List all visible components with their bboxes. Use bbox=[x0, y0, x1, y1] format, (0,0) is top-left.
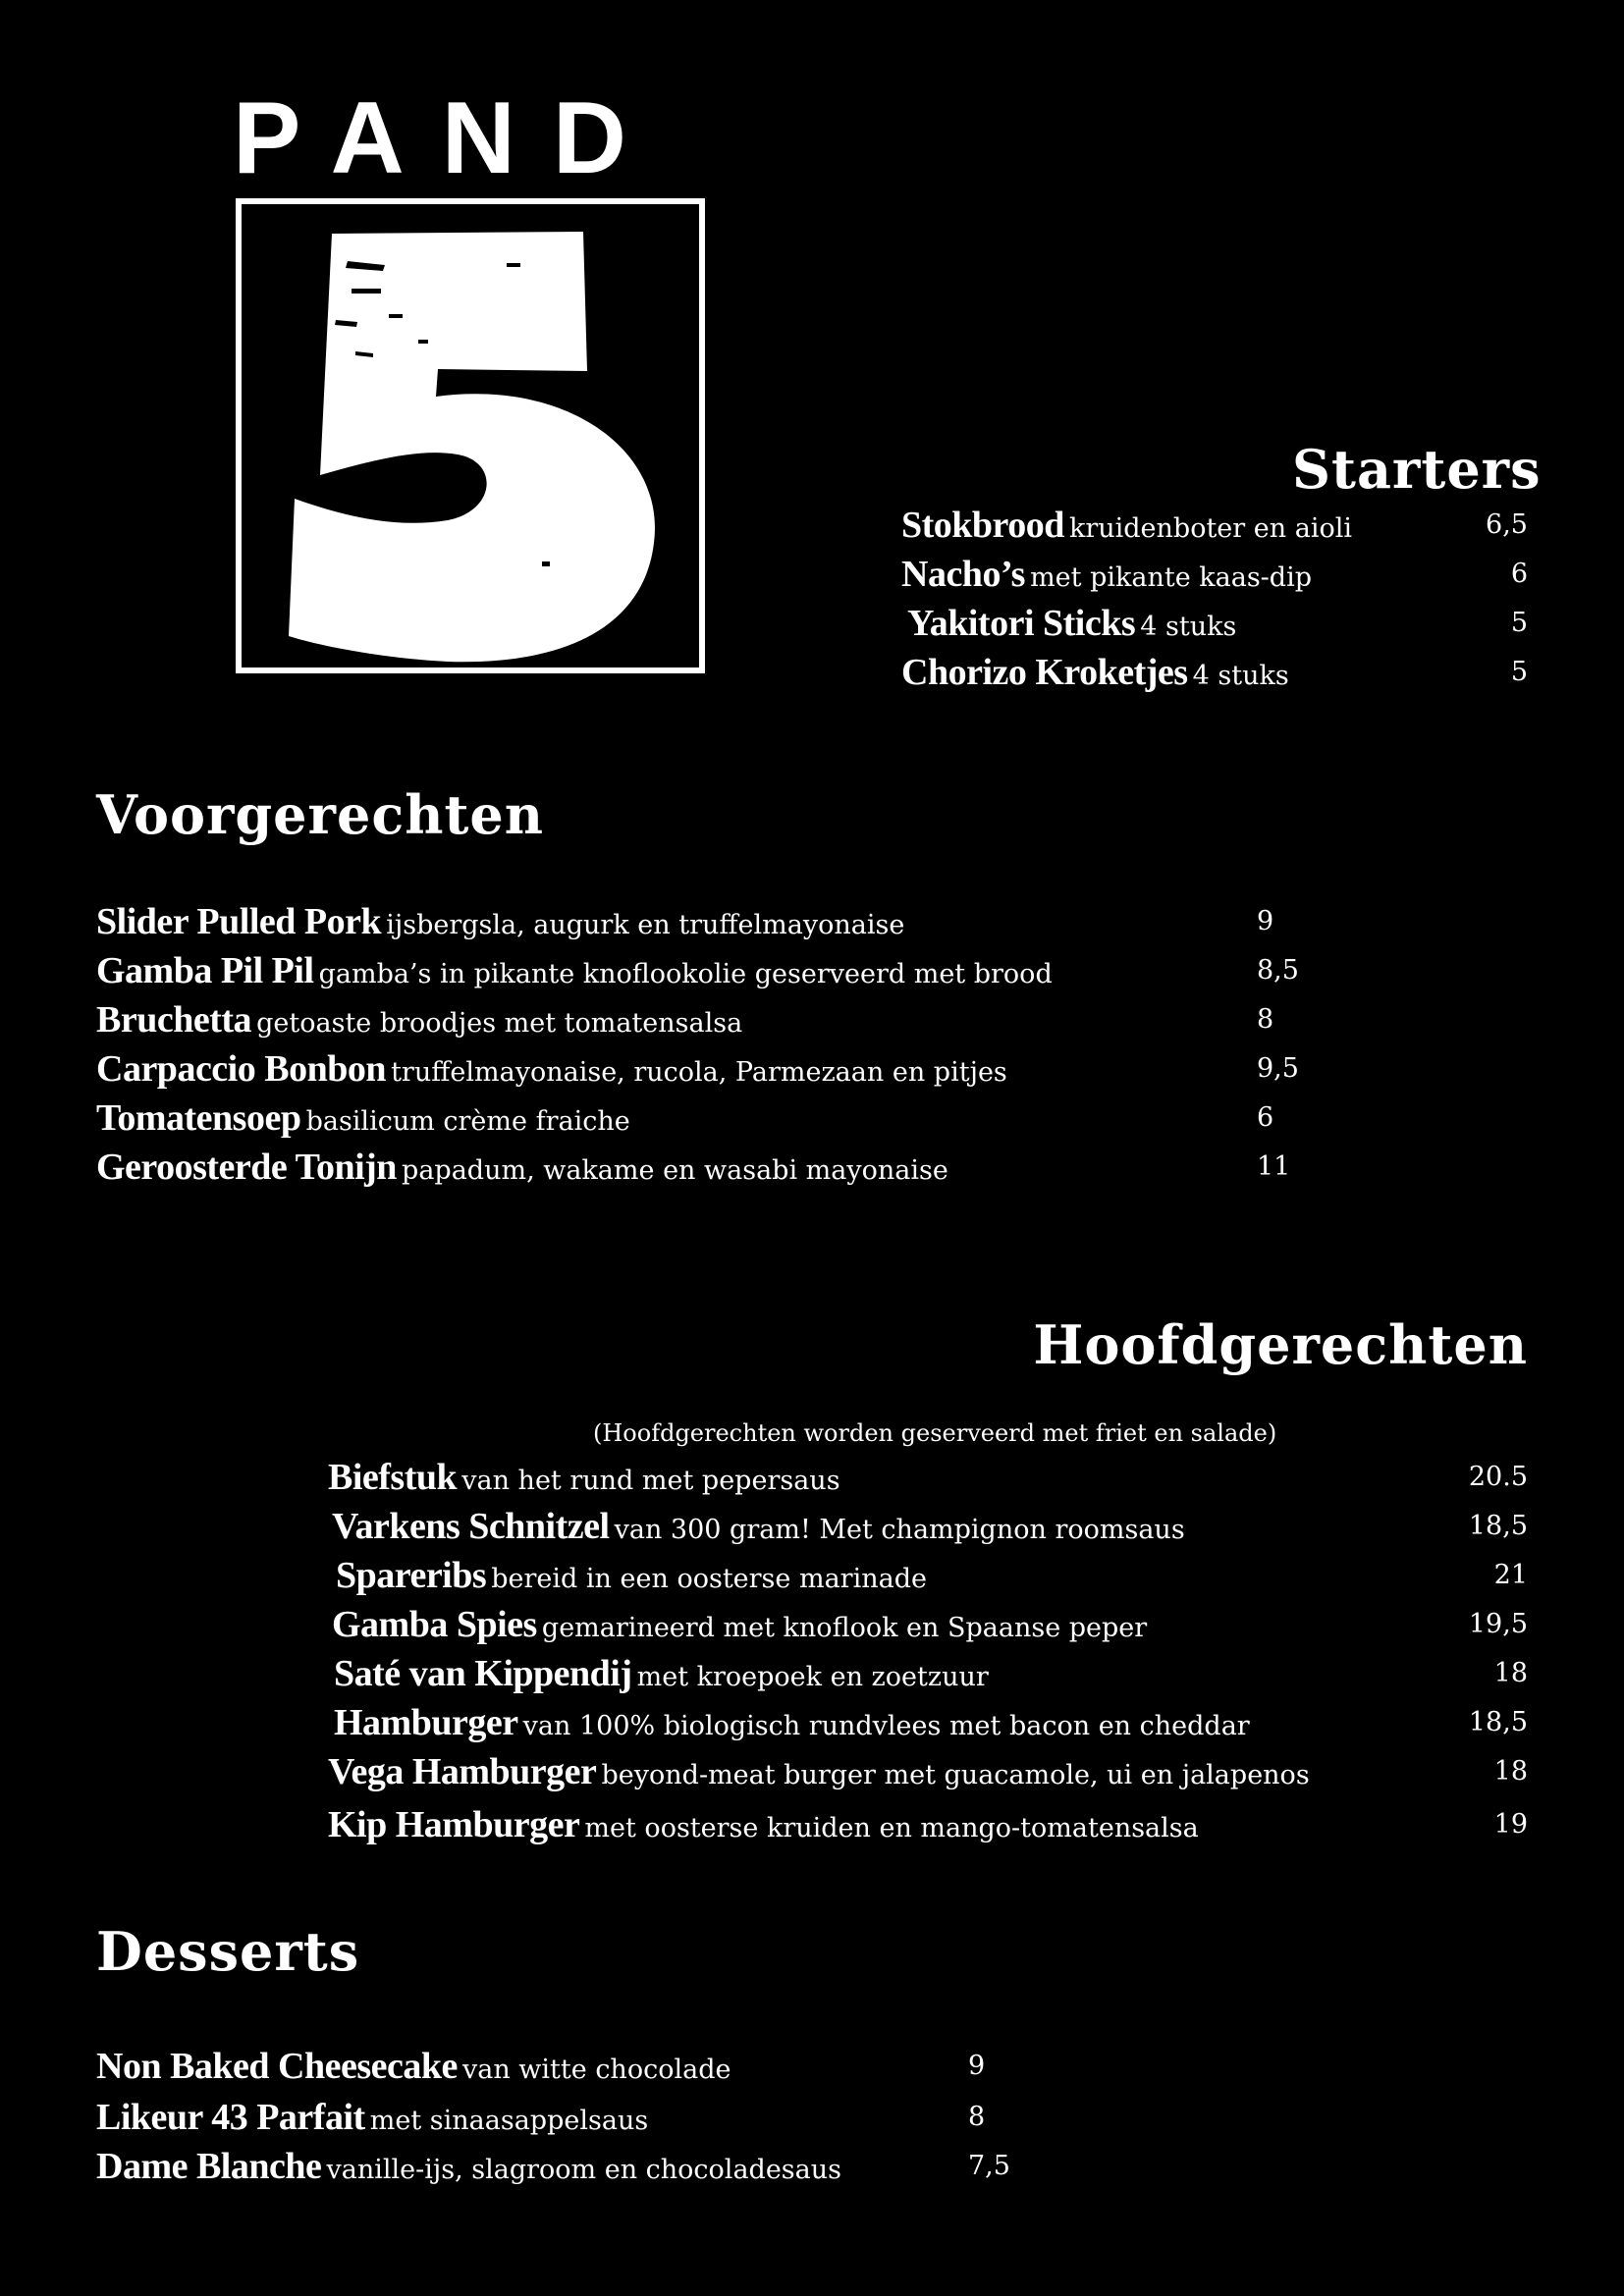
list-item bbox=[96, 2144, 841, 2189]
dish-name: Gamba Pil Pil bbox=[96, 950, 314, 991]
dish-name: Yakitori Sticks bbox=[907, 603, 1136, 644]
logo-number-graphic bbox=[242, 204, 699, 667]
dish-name: Stokbrood bbox=[901, 505, 1064, 546]
dish-description: van 100% biologisch rundvlees met bacon en cheddar bbox=[522, 1711, 1250, 1741]
dish-name: Hamburger bbox=[334, 1702, 518, 1743]
dish-name: Tomatensoep bbox=[96, 1097, 301, 1139]
dish-description: truffelmayonaise, rucola, Parmezaan en pitjes bbox=[391, 1057, 1007, 1088]
list-item bbox=[96, 2095, 648, 2140]
list-item bbox=[336, 1553, 1528, 1598]
list-item bbox=[96, 1046, 1007, 1092]
dish-price: 8,5 bbox=[1257, 955, 1299, 986]
desserts-heading: Desserts bbox=[96, 1920, 360, 1983]
dish-description: beyond-meat burger met guacamole, ui en jalapenos bbox=[601, 1760, 1310, 1790]
dish-price: 6 bbox=[1510, 559, 1528, 589]
dish-description: ijsbergsla, augurk en truffelmayonaise bbox=[386, 910, 905, 940]
list-item bbox=[328, 1802, 1528, 1847]
list-item bbox=[96, 948, 1053, 993]
dish-price: 19,5 bbox=[1468, 1609, 1528, 1639]
dish-description: kruidenboter en aioli bbox=[1068, 513, 1352, 544]
dish-price: 11 bbox=[1257, 1151, 1291, 1182]
list-item bbox=[332, 1602, 1528, 1647]
dish-description: van witte chocolade bbox=[461, 2055, 731, 2085]
list-item bbox=[332, 1504, 1528, 1549]
dish-description: gemarineerd met knoflook en Spaanse peper bbox=[541, 1613, 1148, 1643]
dish-price: 21 bbox=[1493, 1560, 1528, 1590]
dish-name: Dame Blanche bbox=[96, 2146, 322, 2187]
list-item bbox=[334, 1651, 1528, 1696]
dish-price: 9 bbox=[1257, 906, 1274, 936]
dish-description: vanille-ijs, slagroom en chocoladesaus bbox=[326, 2155, 842, 2185]
dish-price: 18,5 bbox=[1468, 1707, 1528, 1737]
list-item bbox=[334, 1700, 1528, 1745]
dish-description: met kroepoek en zoetzuur bbox=[636, 1662, 989, 1692]
logo-word: PAND bbox=[233, 81, 664, 195]
dish-description: gamba’s in pikante knoflookolie geserveerd met brood bbox=[318, 959, 1053, 989]
dish-price: 5 bbox=[1510, 608, 1528, 638]
hoofdgerechten-note: (Hoofdgerechten worden geserveerd met friet en salade) bbox=[593, 1419, 1277, 1447]
list-item bbox=[901, 503, 1528, 548]
dish-price: 9 bbox=[968, 2051, 986, 2081]
dish-description: bereid in een oosterse marinade bbox=[491, 1564, 927, 1594]
list-item bbox=[96, 2044, 731, 2089]
list-item bbox=[96, 997, 742, 1042]
list-item bbox=[901, 650, 1528, 695]
dish-description: met sinaasappelsaus bbox=[369, 2106, 649, 2136]
dish-price: 9,5 bbox=[1257, 1053, 1299, 1084]
starters-heading: Starters bbox=[1292, 438, 1542, 501]
dish-description: papadum, wakame en wasabi mayonaise bbox=[402, 1155, 948, 1186]
dish-price: 5 bbox=[1510, 657, 1528, 687]
dish-name: Biefstuk bbox=[328, 1457, 458, 1498]
dish-description: 4 stuks bbox=[1192, 661, 1289, 691]
dish-name: Carpaccio Bonbon bbox=[96, 1048, 386, 1090]
dish-price: 6 bbox=[1257, 1102, 1274, 1133]
hoofdgerechten-heading: Hoofdgerechten bbox=[1033, 1313, 1528, 1376]
dish-price: 6,5 bbox=[1486, 509, 1528, 540]
dish-description: van 300 gram! Met champignon roomsaus bbox=[614, 1515, 1185, 1545]
list-item bbox=[907, 601, 1528, 646]
dish-name: Spareribs bbox=[336, 1555, 487, 1596]
dish-price: 8 bbox=[1257, 1004, 1274, 1035]
dish-name: Saté van Kippendij bbox=[334, 1653, 632, 1694]
dish-description: getoaste broodjes met tomatensalsa bbox=[256, 1008, 743, 1039]
dish-name: Varkens Schnitzel bbox=[332, 1506, 610, 1547]
logo-number-box bbox=[236, 198, 705, 673]
dish-name: Non Baked Cheesecake bbox=[96, 2046, 458, 2087]
dish-description: 4 stuks bbox=[1140, 612, 1237, 642]
voorgerechten-heading: Voorgerechten bbox=[96, 783, 545, 846]
dish-price: 18,5 bbox=[1468, 1511, 1528, 1541]
logo bbox=[233, 81, 718, 687]
dish-price: 8 bbox=[968, 2102, 986, 2132]
dish-price: 19 bbox=[1493, 1809, 1528, 1840]
list-item bbox=[96, 1145, 948, 1190]
dish-name: Geroosterde Tonijn bbox=[96, 1147, 397, 1188]
dish-description: met pikante kaas-dip bbox=[1030, 562, 1313, 593]
dish-price: 18 bbox=[1493, 1756, 1528, 1787]
dish-name: Vega Hamburger bbox=[328, 1751, 597, 1792]
list-item bbox=[96, 899, 904, 944]
dish-name: Nacho’s bbox=[901, 554, 1025, 595]
list-item bbox=[328, 1455, 1528, 1500]
dish-name: Slider Pulled Pork bbox=[96, 901, 382, 942]
list-item bbox=[328, 1749, 1528, 1794]
dish-price: 18 bbox=[1493, 1658, 1528, 1688]
dish-name: Gamba Spies bbox=[332, 1604, 537, 1645]
dish-description: basilicum crème fraiche bbox=[305, 1106, 630, 1137]
dish-name: Likeur 43 Parfait bbox=[96, 2097, 365, 2138]
dish-price: 7,5 bbox=[968, 2151, 1010, 2181]
dish-description: met oosterse kruiden en mango-tomatensalsa bbox=[584, 1813, 1199, 1843]
list-item bbox=[96, 1095, 630, 1141]
dish-price: 20.5 bbox=[1468, 1462, 1528, 1492]
dish-name: Kip Hamburger bbox=[328, 1804, 580, 1845]
dish-description: van het rund met pepersaus bbox=[461, 1466, 840, 1496]
dish-name: Bruchetta bbox=[96, 999, 252, 1041]
list-item bbox=[901, 552, 1528, 597]
dish-name: Chorizo Kroketjes bbox=[901, 652, 1188, 693]
